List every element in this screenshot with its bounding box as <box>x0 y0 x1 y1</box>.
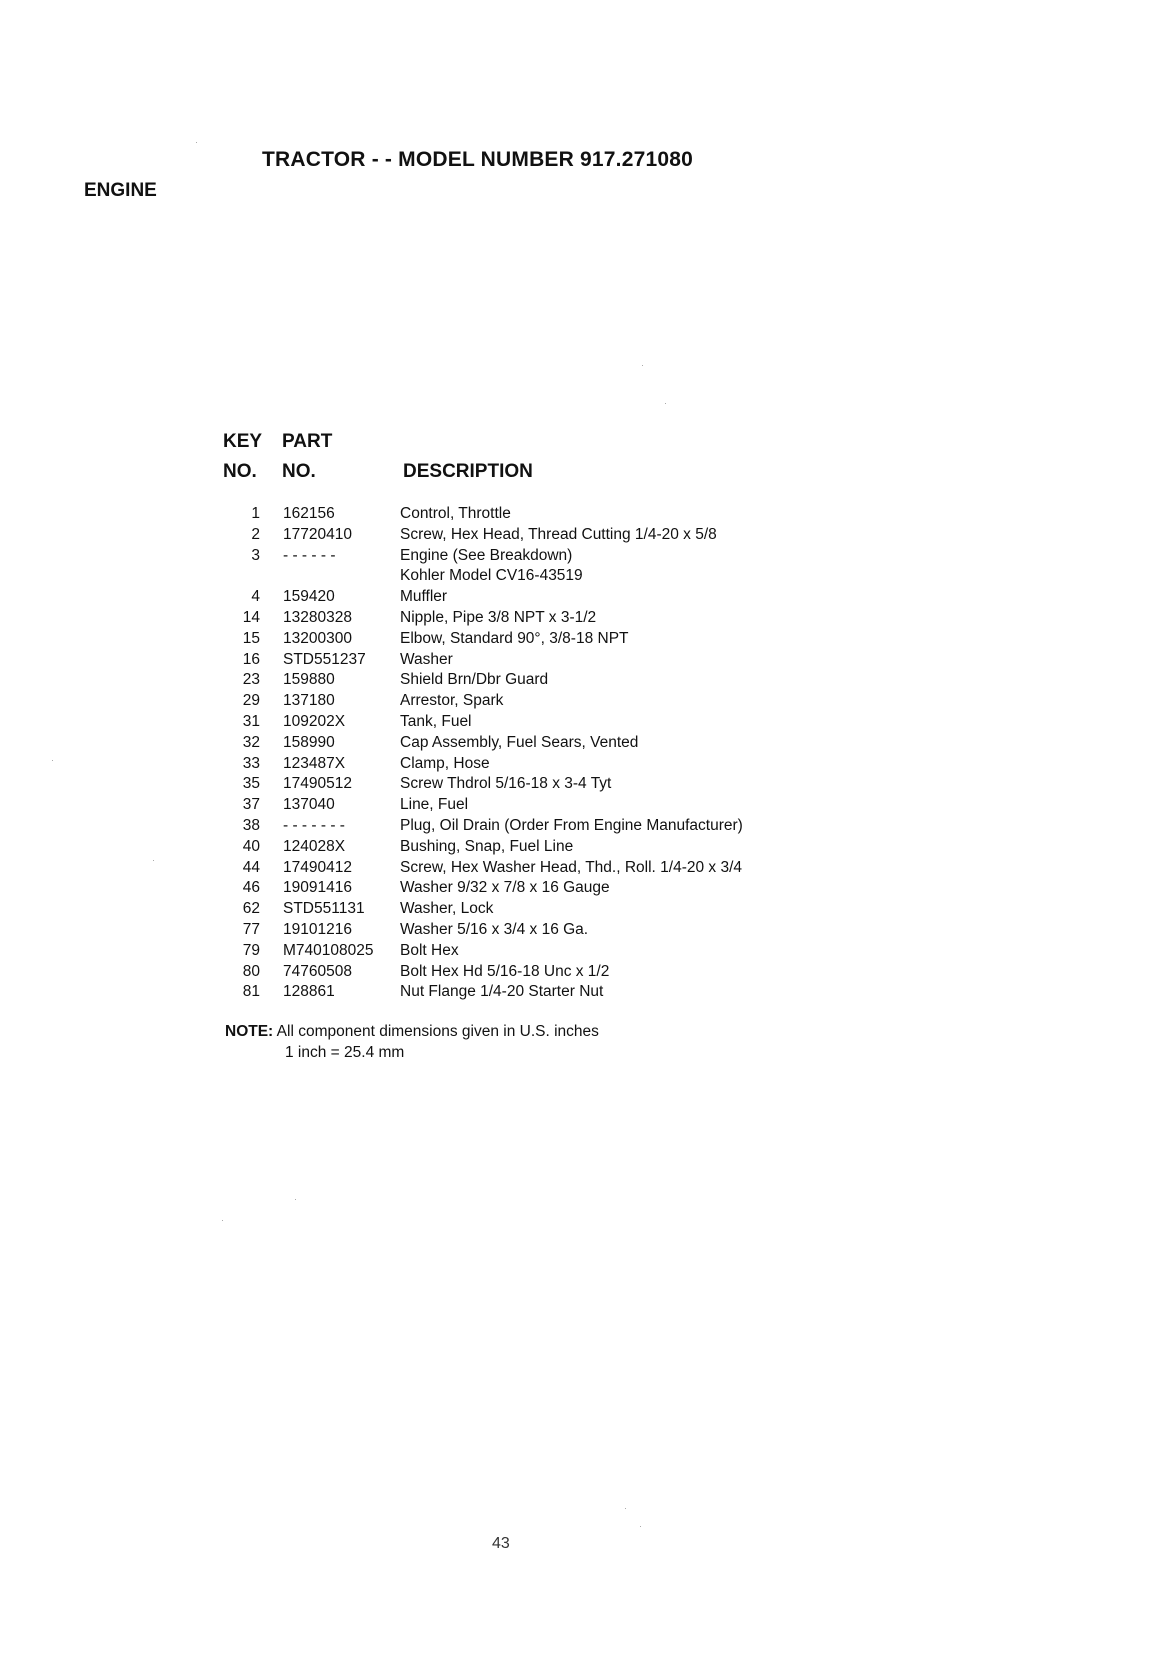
page-title: TRACTOR - - MODEL NUMBER 917.271080 <box>262 148 693 171</box>
part-number: 109202X <box>283 712 346 730</box>
key-number: 77 <box>242 920 260 938</box>
part-number: 13280328 <box>283 608 352 626</box>
key-number: 40 <box>242 837 260 855</box>
part-description: Screw, Hex Washer Head, Thd., Roll. 1/4-20 x 3/4 <box>400 858 743 876</box>
part-description: Engine (See Breakdown) <box>400 546 573 564</box>
part-number: 17490412 <box>283 858 352 876</box>
part-description: Washer 5/16 x 3/4 x 16 Ga. <box>400 920 589 938</box>
part-number: 74760508 <box>283 962 352 980</box>
scan-speck <box>52 760 53 761</box>
key-number: 35 <box>242 775 260 793</box>
part-description: Plug, Oil Drain (Order From Engine Manufacturer) <box>400 816 743 834</box>
part-number: STD551237 <box>283 650 366 668</box>
part-number: 137040 <box>283 796 335 814</box>
part-number: 19091416 <box>283 879 352 897</box>
part-header-bottom: NO. <box>282 461 316 482</box>
note-line-1: All component dimensions given in U.S. inches <box>276 1023 599 1040</box>
part-number: - - - - - - - <box>283 816 345 834</box>
scan-speck <box>222 1220 223 1221</box>
part-header-top: PART <box>282 431 333 452</box>
part-description: Control, Throttle <box>400 505 511 522</box>
note-label: NOTE: <box>225 1023 274 1040</box>
key-number: 44 <box>242 858 260 876</box>
part-number: 17490512 <box>283 775 352 793</box>
key-number: 38 <box>242 816 260 834</box>
part-description: Arrestor, Spark <box>400 692 504 710</box>
part-number: M740108025 <box>283 941 374 959</box>
part-number: 128861 <box>283 983 335 1001</box>
key-number: 4 <box>251 588 260 606</box>
key-number: 1 <box>251 505 260 522</box>
key-number: 46 <box>242 879 260 897</box>
part-number: 137180 <box>283 692 335 710</box>
note <box>225 1021 599 1061</box>
key-number: 16 <box>242 650 260 668</box>
part-number: 162156 <box>283 505 335 522</box>
scan-speck <box>295 1199 296 1200</box>
key-number: 2 <box>251 525 260 543</box>
key-number: 33 <box>242 754 260 772</box>
part-description: Nut Flange 1/4-20 Starter Nut <box>400 983 604 1001</box>
part-number: 19101216 <box>283 920 352 938</box>
part-description: Muffler <box>400 588 448 606</box>
part-number: 159880 <box>283 671 335 689</box>
scan-speck <box>625 1508 626 1509</box>
part-description: Bolt Hex <box>400 941 459 959</box>
key-number: 3 <box>251 546 260 564</box>
description-header: DESCRIPTION <box>403 461 533 482</box>
key-number: 81 <box>242 983 260 1001</box>
part-description: Clamp, Hose <box>400 754 490 772</box>
key-number: 15 <box>242 629 260 647</box>
key-number: 80 <box>242 962 260 980</box>
key-header-top: KEY <box>223 431 263 452</box>
key-number: 32 <box>242 733 260 751</box>
part-description: Kohler Model CV16-43519 <box>400 567 583 585</box>
part-number: 17720410 <box>283 525 352 543</box>
part-number: 13200300 <box>283 629 352 647</box>
part-description: Cap Assembly, Fuel Sears, Vented <box>400 733 639 751</box>
part-description: Nipple, Pipe 3/8 NPT x 3-1/2 <box>400 608 597 626</box>
part-description: Shield Brn/Dbr Guard <box>400 671 549 689</box>
part-description: Washer 9/32 x 7/8 x 16 Gauge <box>400 879 610 897</box>
page-number: 43 <box>492 1535 510 1552</box>
scan-speck <box>640 1526 641 1527</box>
note-line-2: 1 inch = 25.4 mm <box>285 1044 405 1061</box>
key-number: 62 <box>242 900 260 918</box>
key-number: 29 <box>242 692 260 710</box>
part-description: Washer <box>400 650 453 668</box>
part-description: Washer, Lock <box>400 900 494 918</box>
scan-speck <box>153 860 154 861</box>
key-header-bottom: NO. <box>223 461 257 482</box>
section-heading: ENGINE <box>84 180 157 201</box>
key-number: 79 <box>242 941 260 959</box>
key-number: 37 <box>242 796 260 814</box>
key-number: 23 <box>242 671 260 689</box>
part-description: Line, Fuel <box>400 796 469 814</box>
scan-speck <box>642 365 643 366</box>
part-description: Tank, Fuel <box>400 712 472 730</box>
part-number: 158990 <box>283 733 335 751</box>
part-description: Screw, Hex Head, Thread Cutting 1/4-20 x 5/8 <box>400 525 717 543</box>
part-description: Screw Thdrol 5/16-18 x 3-4 Tyt <box>400 775 612 793</box>
part-number: 124028X <box>283 837 346 855</box>
scan-speck <box>665 403 666 404</box>
part-number: - - - - - - <box>283 546 336 564</box>
part-description: Elbow, Standard 90°, 3/8-18 NPT <box>400 629 629 647</box>
part-number: 123487X <box>283 754 346 772</box>
part-description: Bolt Hex Hd 5/16-18 Unc x 1/2 <box>400 962 610 980</box>
part-description: Bushing, Snap, Fuel Line <box>400 837 574 855</box>
part-number: 159420 <box>283 588 335 606</box>
key-number: 31 <box>242 712 260 730</box>
part-number: STD551131 <box>283 900 365 918</box>
scan-speck <box>196 142 197 143</box>
key-number: 14 <box>242 608 260 626</box>
